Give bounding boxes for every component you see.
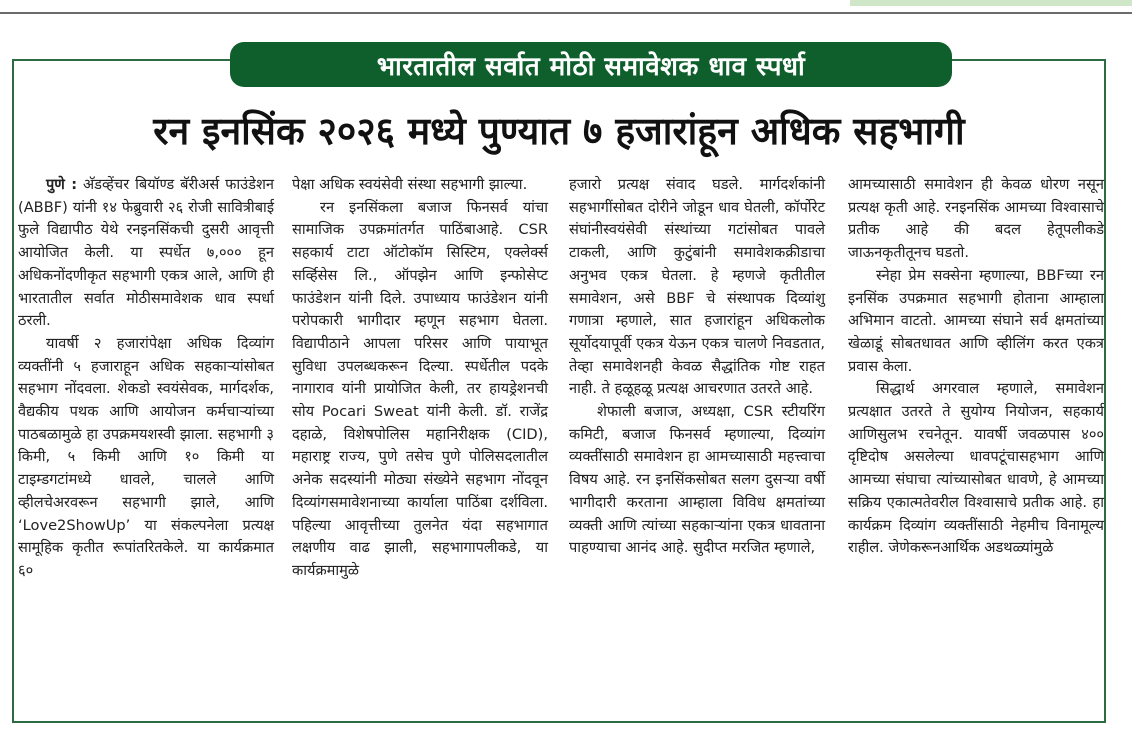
top-divider (0, 12, 1132, 14)
paragraph: यावर्षी २ हजारांपेक्षा अधिक दिव्यांग व्यक्तींनी ५ हजाराहून अधिक सहकाऱ्यांसोबत सहभाग नोंदवला. शेकडो स्वयंसेवक, मार्गदर्शक, वैद्यकीय पथक आणि आयोजन कर्मचाऱ्यांच्या पाठबळामुळे हा उपक्रमयशस्वी झाला. सहभागी ३ किमी, ५ किमी आणि १० किमी या टाइम्डगटांमध्ये धावले, चालले आणि व्हीलचेअरवरून सहभागी झाले, आणि ‘Love2ShowUp’ या संकल्पनेला प्रत्यक्ष सामूहिक कृतीत रूपांतरितकेले. या कार्यक्रमात ६० (18, 334, 274, 579)
article-column-3 (569, 174, 825, 714)
paragraph: आमच्यासाठी समावेशन ही केवळ धोरण नसून प्रत्यक्ष कृती आहे. रनइनसिंक आमच्या विश्वासाचे प्रतीक आहे की बदल हेतूपलीकडे जाऊनकृतीतूनच घडतो. (848, 176, 1104, 262)
paragraph: रन इनसिंकला बजाज फिनसर्व यांचा सामाजिक उपक्रमांतर्गत पाठिंबाआहे. CSR सहकार्य टाटा ऑटोकॉम सिस्टिम, एक्लेर्क्स सर्व्हिसेस लि., ऑपझेन आणि इन्फोसेप्ट फाउंडेशन यांनी दिले. उपाध्याय फाउंडेशन यांनी परोपकारी भागीदार म्हणून सहभाग घेतला. विद्यापीठाने आपला परिसर आणि पायाभूत सुविधा उपलब्धकरून दिल्या. स्पर्धेतील पदके नागाराव यांनी प्रायोजित केली, तर हायड्रेशनची सोय Pocari Sweat यांनी केली. डॉ. राजेंद्र दहाळे, विशेषपोलिस महानिरीक्षक (CID), महाराष्ट्र राज्य, पुणे तसेच पुणे पोलिसदलातील अनेक सदस्यांनी मोठ्या संख्येने सहभाग नोंदवून दिव्यांगसमावेशनाच्या कार्याला पाठिंबा दर्शविला. पहिल्या आवृत्तीच्या तुलनेत यंदा सहभागात लक्षणीय वाढ झाली, सहभागापलीकडे, या कार्यक्रमामुळे (292, 198, 548, 579)
article-column-4 (848, 174, 1104, 714)
paragraph: शेफाली बजाज, अध्यक्षा, CSR स्टीयरिंग कमिटी, बजाज फिनसर्व म्हणाल्या, दिव्यांग व्यक्तींसाठी समावेशन हा आमच्यासाठी महत्त्वाचा विषय आहे. रन इनसिंकसोबत सलग दुसऱ्या वर्षी भागीदारी करताना आम्हाला विविध क्षमतांच्या व्यक्ती आणि त्यांच्या सहकाऱ्यांना एकत्र धावताना पाहण्याचा आनंद आहे. सुदीप्त मरजित म्हणाले, (569, 403, 825, 557)
paragraph: सिद्धार्थ अगरवाल म्हणाले, समावेशन प्रत्यक्षात उतरते ते सुयोग्य नियोजन, सहकार्य आणिसुलभ रचनेतून. यावर्षी जवळपास ४०० दृष्टिदोष असलेल्या धावपटूंचासहभाग आणि आमच्या संघाचा त्यांच्यासोबत धावणे, हे आमच्या सक्रिय एकात्मतेवरील विश्वासाचे प्रतीक आहे. हा कार्यक्रम दिव्यांग व्यक्तींसाठी नेहमीच विनामूल्य राहील. जेणेकरूनआर्थिक अडथळ्यांमुळे (848, 380, 1104, 557)
article-column-1 (18, 174, 274, 714)
paragraph-text: अ‍ॅडव्हेंचर बियॉण्ड बॅरीअर्स फाउंडेशन (ABBF) यांनी १४ फेब्रुवारी २६ रोजी सावित्रीबाई फुले विद्यापीठ येथे रनइनसिंकची दुसरी आवृत्ती आयोजित केली. या स्पर्धेत ७,००० हून अधिकनोंदणीकृत सहभागी एकत्र आले, आणि ही भारतातील सर्वात मोठीसमावेशक धाव स्पर्धा ठरली. (18, 176, 275, 330)
headline: रन इनसिंक २०२६ मध्ये पुण्यात ७ हजारांहून अधिक सहभागी (153, 109, 965, 153)
paragraph: स्नेहा प्रेम सक्सेना म्हणाल्या, BBFच्या रन इनसिंक उपक्रमात सहभागी होताना आम्हाला अभिमान वाटतो. आमच्या संघाने सर्व क्षमतांच्या खेळाडूं सोबतधावत आणि व्हीलिंग करत एकत्र प्रवास केला. (848, 266, 1104, 375)
paragraph: पेक्षा अधिक स्वयंसेवी संस्था सहभागी झाल्या. (292, 176, 528, 193)
paragraph (18, 174, 274, 333)
kicker-banner: भारतातील सर्वात मोठी समावेशक धाव स्पर्धा (230, 42, 952, 87)
paragraph: हजारो प्रत्यक्ष संवाद घडले. मार्गदर्शकांनी सहभागींसोबत दोरीने जोडून धाव घेतली, कॉर्पोरेट संघांनीस्वयंसेवी संस्थांच्या गटांसोबत पावले टाकली, आणि कुटुंबांनी समावेशकक्रीडाचा अनुभव एकत्र घेतला. हे म्हणजे कृतीतील समावेशन, असे BBF चे संस्थापक दिव्यांशु गणात्रा म्हणाले, सात हजारांहून अधिकलोक सूर्योदयापूर्वी एकत्र येऊन एकत्र चालणे निवडतात, तेव्हा समावेशनही केवळ सैद्धांतिक गोष्ट राहत नाही. ते हळूहळू प्रत्यक्ष आचरणात उतरते आहे. (569, 176, 825, 398)
adjacent-article-fragment (1120, 176, 1132, 716)
article-column-2 (292, 174, 548, 714)
top-green-strip (850, 0, 1132, 6)
dateline: पुणे : (46, 176, 78, 193)
